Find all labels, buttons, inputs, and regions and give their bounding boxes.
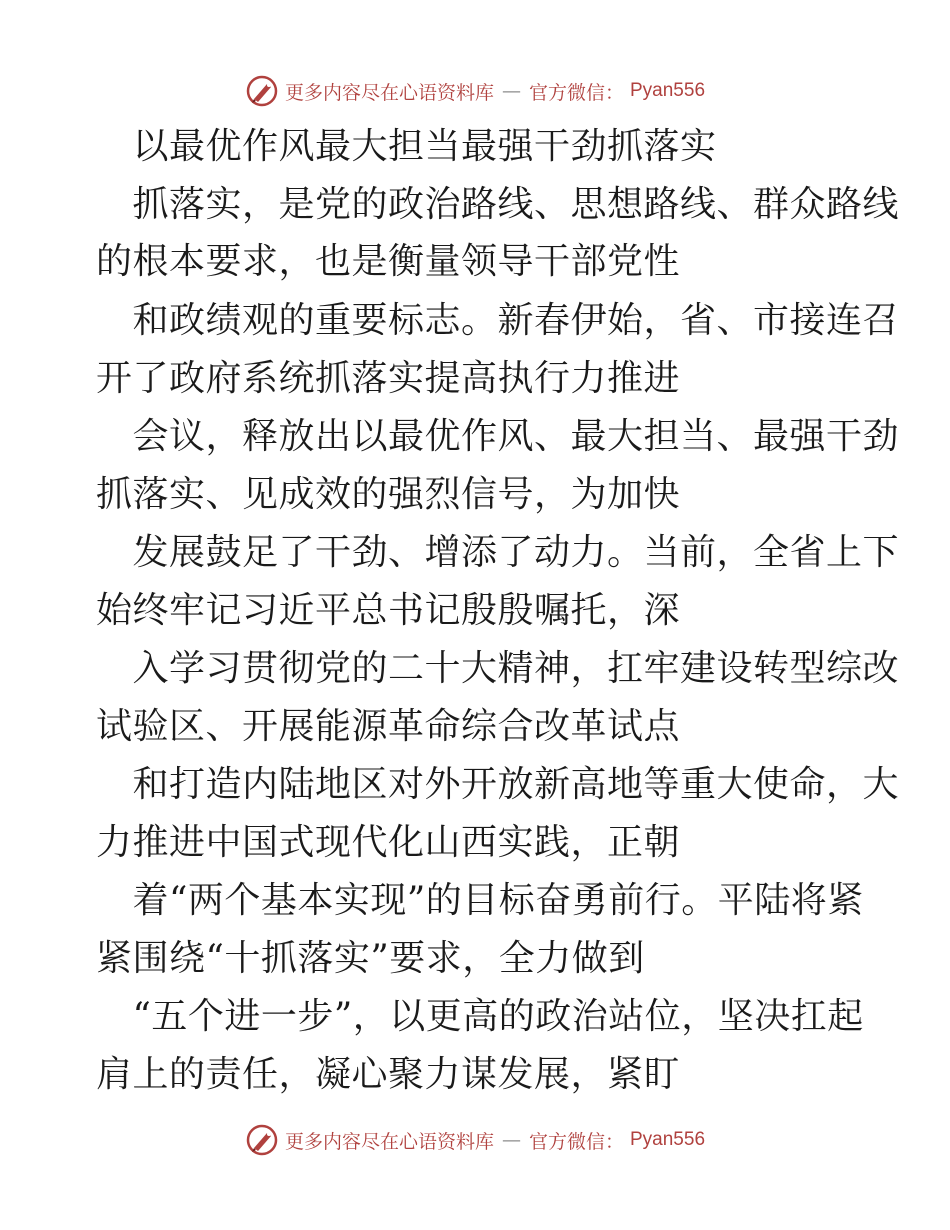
- header-watermark: [0, 71, 950, 111]
- text-line: 肩上的责任，凝心聚力谋发展，紧盯: [96, 1054, 681, 1095]
- watermark-contact-id: Pyan556: [630, 80, 706, 101]
- document-title: 以最优作风最大担当最强干劲抓落实: [96, 126, 717, 167]
- pen-logo-icon: [245, 74, 279, 108]
- text-line: 紧围绕“十抓落实”要求，全力做到: [96, 938, 645, 979]
- watermark-separator: —: [501, 1129, 521, 1151]
- text-line: 和政绩观的重要标志。新春伊始，省、市接连召: [96, 300, 900, 341]
- text-line: 的根本要求，也是衡量领导干部党性: [96, 241, 681, 282]
- text-line: “五个进一步”，以更高的政治站位，坚决扛起: [96, 996, 864, 1037]
- text-line: 开了政府系统抓落实提高执行力推进: [96, 358, 681, 399]
- watermark-contact-id: Pyan556: [630, 1129, 706, 1150]
- text-line: 力推进中国式现代化山西实践，正朝: [96, 822, 681, 863]
- text-line: 抓落实、见成效的强烈信号，为加快: [96, 474, 681, 515]
- text-line: 试验区、开展能源革命综合改革试点: [96, 706, 681, 747]
- pen-logo-icon: [245, 1123, 279, 1157]
- watermark-contact-label: 官方微信：: [528, 81, 624, 104]
- text-line: 抓落实，是党的政治路线、思想路线、群众路线: [96, 184, 900, 225]
- text-line: 和打造内陆地区对外开放新高地等重大使命，大: [96, 764, 900, 805]
- watermark-text: 更多内容尽在心语资料库: [284, 81, 494, 104]
- text-line: 入学习贯彻党的二十大精神，扛牢建设转型综改: [96, 648, 900, 689]
- text-line: 会议，释放出以最优作风、最大担当、最强干劲: [96, 416, 900, 457]
- footer-watermark: [0, 1120, 950, 1160]
- watermark-contact-label: 官方微信：: [528, 1130, 624, 1153]
- text-line: 始终牢记习近平总书记殷殷嘱托，深: [96, 590, 681, 631]
- watermark-separator: —: [501, 80, 521, 102]
- watermark-text: 更多内容尽在心语资料库: [284, 1130, 494, 1153]
- text-line: 发展鼓足了干劲、增添了动力。当前，全省上下: [96, 532, 900, 573]
- text-line: 着“两个基本实现”的目标奋勇前行。平陆将紧: [96, 880, 864, 921]
